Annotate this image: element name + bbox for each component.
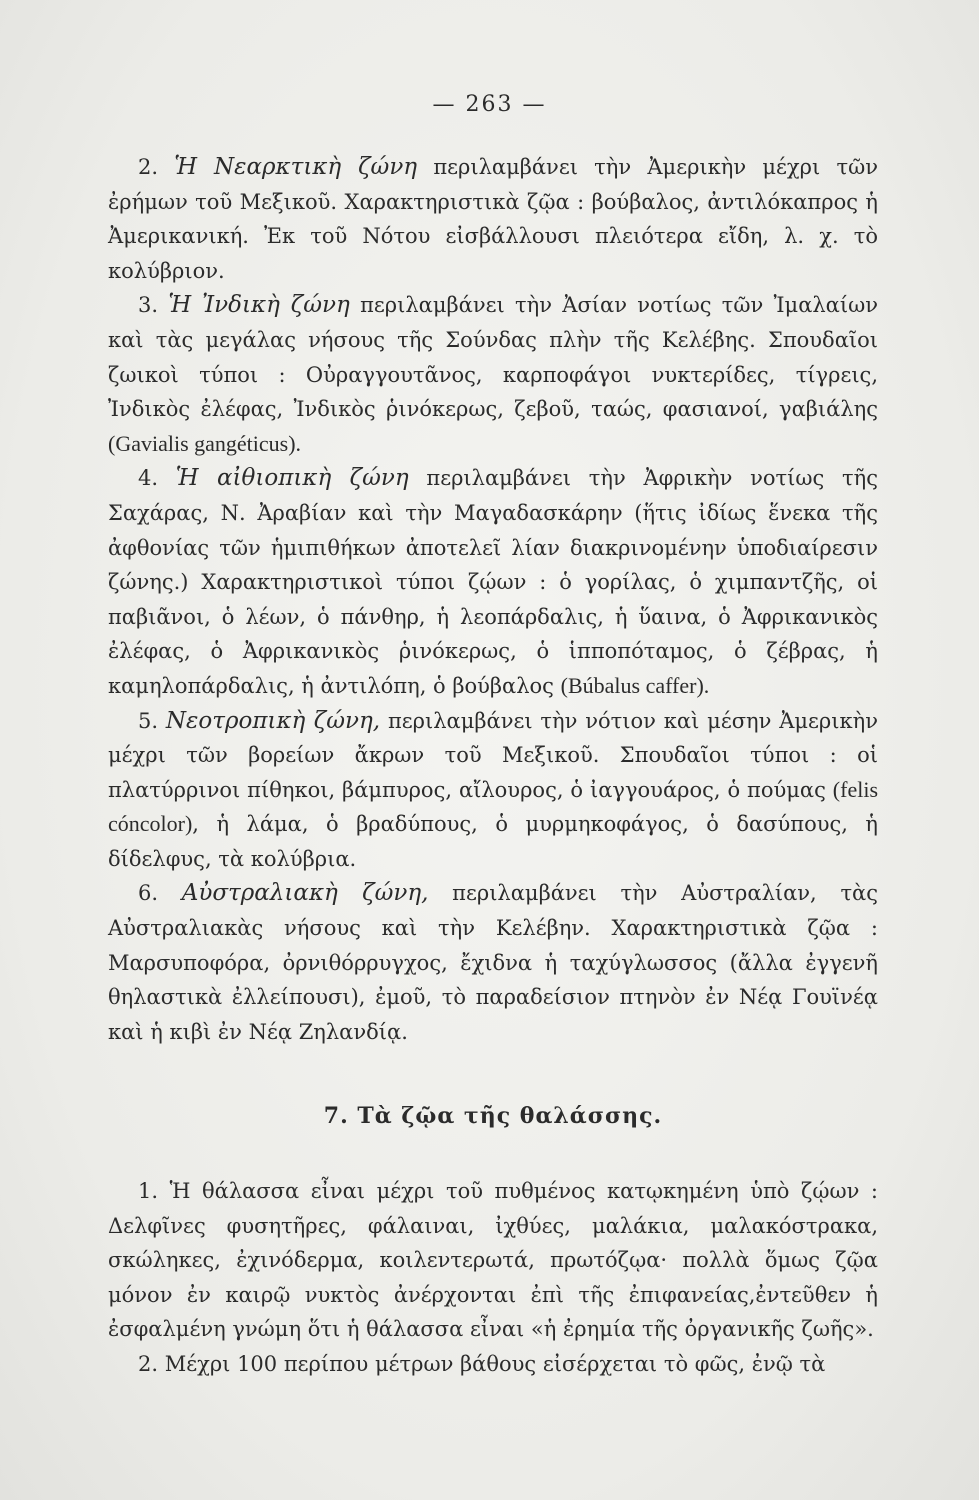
paragraph-body: περιλαμβάνει τὴν Ἀφρικὴν νοτίως τῆς Σαχάρας, Ν. Ἀραβίαν καὶ τὴν Μαγαδασκάρην (ἥτις ἰδίως ἕνεκα τῆς ἀφθονίας τῶν ἡμιπιθήκων ἀποτελεῖ λίαν διακρινομένην ὑποδιαίρεσιν ζώνης.) Χαρακτηριστικοὶ τύποι ζῴων : ὁ γορίλας, ὁ χιμπαντζῆς, οἱ παβιᾶνοι, ὁ λέων, ὁ πάνθηρ, ἡ λεοπάρδαλις, ἡ ὕαινα, ὁ Ἀφρικανικὸς ἐλέφας, ὁ Ἀφρικανικὸς ῥινόκερως, ὁ ἱπποπόταμος, ὁ ζέβρας, ἡ καμηλοπάρδαλις, ἡ ἀντιλόπη, ὁ βούβαλος [108, 466, 878, 698]
zone-title: Νεοτροπικὴ ζώνη, [165, 707, 381, 734]
paragraph-nearctic [108, 150, 878, 288]
zone-title: Ἡ Ἰνδικὴ ζώνη [168, 292, 350, 319]
paragraph-body: περιλαμβάνει τὴν νότιον καὶ μέσην Ἀμερικὴν μέχρι τῶν βορείων ἄκρων τοῦ Μεξικοῦ. Σπουδαῖοι τύποι : οἱ πλατύρρινοι πίθηκοι, βάμπυρος, αἴλουρος, ὁ ἰαγγουάρος, ὁ πούμας [108, 708, 878, 802]
zone-title: Ἡ Νεαρκτικὴ ζώνη [174, 154, 418, 180]
latin-name: (felis cóncolor) [108, 776, 878, 837]
paragraph-body: περιλαμβάνει τὴν Ἀσίαν νοτίως τῶν Ἰμαλαίων καὶ τὰς μεγάλας νήσους τῆς Σούνδας πλὴν τῆς Κελέβης. Σπουδαῖοι ζωικοὶ τύποι : Οὐραγγουτᾶνος, καρποφάγοι νυκτερίδες, τίγρεις, Ἰνδικὸς ἐλέφας, Ἰνδικὸς ῥινόκερως, ζεβοῦ, ταώς, φασιανοί, γαβιάλης [108, 293, 878, 422]
paragraph-ethiopian [108, 461, 878, 703]
paragraph-number: 2. [138, 155, 159, 179]
page-number: — 263 — [432, 92, 547, 117]
paragraph-sea-1: 1. Ἡ θάλασσα εἶναι μέχρι τοῦ πυθμένος κατῳκημένη ὑπὸ ζῴων : Δελφῖνες φυσητῆρες, φάλαιναι, ἰχθύες, μαλάκια, μαλακόστρακα, σκώληκες, ἐχινόδερμα, κοιλεντερωτά, πρωτόζῳα· πολλὰ ὅμως ζῷα μόνον ἐν καιρῷ νυκτὸς ἀνέρχονται ἐπὶ τῆς ἐπιφανείας,ἐντεῦθεν ἡ ἐσφαλμένη γνώμη ὅτι ἡ θάλασσα εἶναι «ἡ ἐρημία τῆς ὀργανικῆς ζωῆς». [108, 1179, 878, 1342]
paragraph-number: 4. [138, 466, 159, 491]
paragraph-indian [108, 288, 878, 461]
paragraph-australian [108, 876, 878, 1049]
paragraph-number: 5. [138, 708, 159, 733]
paragraph-number: 6. [138, 881, 159, 906]
latin-name: (Gavialis gangéticus). [108, 430, 302, 456]
page-text [108, 150, 878, 1382]
section-heading: 7. Τὰ ζῷα τῆς θαλάσσης. [323, 1103, 663, 1130]
zone-title: Ἡ αἰθιοπικὴ ζώνη [175, 465, 409, 492]
zone-title: Αὐστραλιακὴ ζώνη, [181, 880, 429, 907]
paragraph-number: 3. [138, 293, 159, 318]
paragraph-neotropical [108, 704, 878, 877]
latin-name: (Búbalus caffer). [560, 672, 710, 698]
paragraph-body-continued: , ἡ λάμα, ὁ βραδύπους, ὁ μυρμηκοφάγος, ὁ δασύπους, ἡ δίδελφυς, τὰ κολύβρια. [108, 812, 878, 871]
paragraph-body: περιλαμβάνει τὴν Ἀμερικὴν μέχρι τῶν ἐρήμων τοῦ Μεξικοῦ. Χαρακτηριστικὰ ζῷα : βούβαλος, ἀντιλόκαπρος ἡ Ἀμερικανική. Ἐκ τοῦ Νότου εἰσβάλλουσι πλειότερα εἴδη, λ. χ. τὸ κολύβριον. [108, 155, 878, 283]
paragraph-sea-2: 2. Μέχρι 100 περίπου μέτρων βάθους εἰσέρχεται τὸ φῶς, ἐνῷ τὰ [138, 1352, 826, 1376]
paragraph-body: περιλαμβάνει τὴν Αὐστραλίαν, τὰς Αὐστραλιακὰς νήσους καὶ τὴν Κελέβην. Χαρακτηριστικὰ ζῷα : Μαρσυποφόρα, ὀρνιθόρρυγχος, ἔχιδνα ἡ ταχύγλωσσος (ἄλλα ἐγγενῆ θηλαστικὰ ἐλλείπουσι), ἐμοῦ, τὸ παραδείσιον πτηνὸν ἐν Νέᾳ Γουϊνέᾳ καὶ ἡ κιβὶ ἐν Νέᾳ Ζηλανδίᾳ. [108, 881, 878, 1044]
